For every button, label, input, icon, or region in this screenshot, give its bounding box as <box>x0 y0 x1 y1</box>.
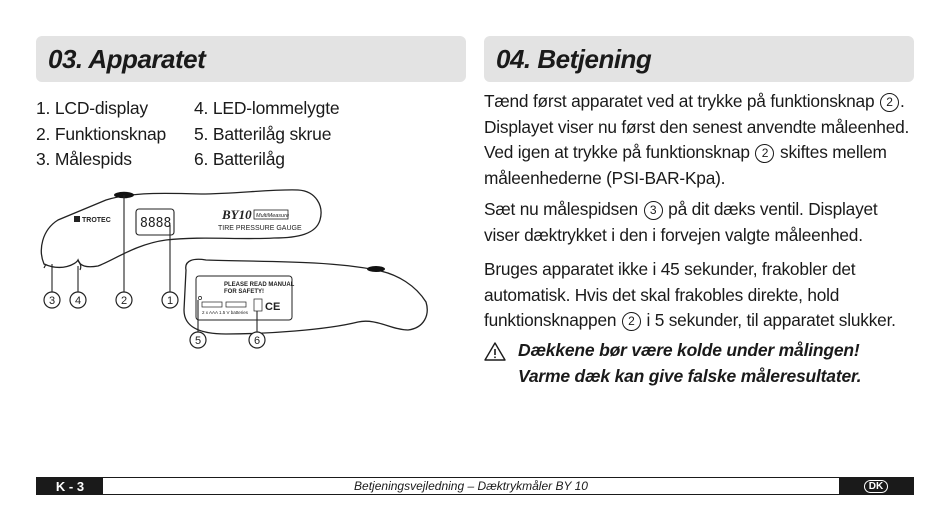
svg-text:3: 3 <box>48 295 56 307</box>
callout-ref: 3 <box>644 201 663 220</box>
paragraph-power-on: Tænd først apparatet ved at trykke på funktionsknap 2 . Displayet viser nu først den senest anvendte måleenhed. Ved igen at trykke på funktionsknap 2 skiftes mellem måleenhederne (PSI-BAR-Kpa). <box>484 91 910 189</box>
footer-title: Betjeningsvejledning – Dæktrykmåler BY 10 <box>354 479 588 493</box>
parts-list-b <box>194 96 339 173</box>
device-illustration <box>36 180 436 355</box>
recycle-bin-icon <box>254 299 262 311</box>
lcd-digits: 8888 <box>140 216 172 231</box>
footer-language-block <box>839 478 913 494</box>
svg-text:6: 6 <box>253 335 261 347</box>
section-title: 04. Betjening <box>496 43 652 74</box>
warning-note <box>484 338 914 389</box>
list-item: 6. Batterilåg <box>194 149 285 169</box>
warning-icon <box>484 338 518 389</box>
parts-list-a <box>36 96 166 173</box>
list-item: 2. Funktionsknap <box>36 123 167 144</box>
section-header-apparatet <box>36 36 466 82</box>
list-item: 3. Målespids <box>36 149 132 169</box>
callout-1 <box>162 292 178 308</box>
battery-label: 2 x AAA 1.5 V batteries <box>202 310 249 315</box>
page-number: K - 3 <box>37 478 103 494</box>
svg-text:2: 2 <box>120 295 128 307</box>
back-label-2: FOR SAFETY! <box>224 289 264 295</box>
callout-4 <box>70 292 86 308</box>
section-header-betjening <box>484 36 914 82</box>
list-item: 1. LCD-display <box>36 98 148 118</box>
svg-text:1: 1 <box>166 295 174 307</box>
callout-ref: 2 <box>755 144 774 163</box>
callout-6 <box>249 332 265 348</box>
paragraph-measure: Sæt nu målespidsen 3 på dit dæks ventil. Displayet viser dæktrykket i den i forvejen valgte måleenhed. <box>484 199 878 245</box>
callout-ref: 2 <box>622 312 641 331</box>
device-brand: TROTEC <box>82 217 111 224</box>
page-footer <box>36 477 914 495</box>
svg-text:5: 5 <box>194 335 202 347</box>
brand-logo-mark <box>74 216 80 222</box>
device-model-sub: MultiMeasure <box>256 213 290 219</box>
callout-5 <box>190 332 206 348</box>
device-model: BY10 <box>222 207 252 222</box>
list-item: 4. LED-lommelygte <box>194 98 340 118</box>
device-product: TIRE PRESSURE GAUGE <box>218 225 302 232</box>
callout-ref: 2 <box>880 93 899 112</box>
warning-text: Dækkene bør være kolde under målingen! Varme dæk kan give falske måleresultater. <box>518 340 862 386</box>
back-label-1: PLEASE READ MANUAL <box>224 282 295 288</box>
section-title: 03. Apparatet <box>48 43 206 74</box>
callout-3 <box>44 292 60 308</box>
list-item: 5. Batterilåg skrue <box>194 123 332 144</box>
paragraph-auto-off: Bruges apparatet ikke i 45 sekunder, frakobler det automatisk. Hvis det skal frakobles direkte, hold funktionsknappen 2 i 5 sekunder, til apparatet slukker. <box>484 259 896 331</box>
ce-mark: CE <box>265 301 281 313</box>
callout-2 <box>116 292 132 308</box>
language-badge: DK <box>864 480 888 493</box>
svg-text:4: 4 <box>74 295 82 307</box>
